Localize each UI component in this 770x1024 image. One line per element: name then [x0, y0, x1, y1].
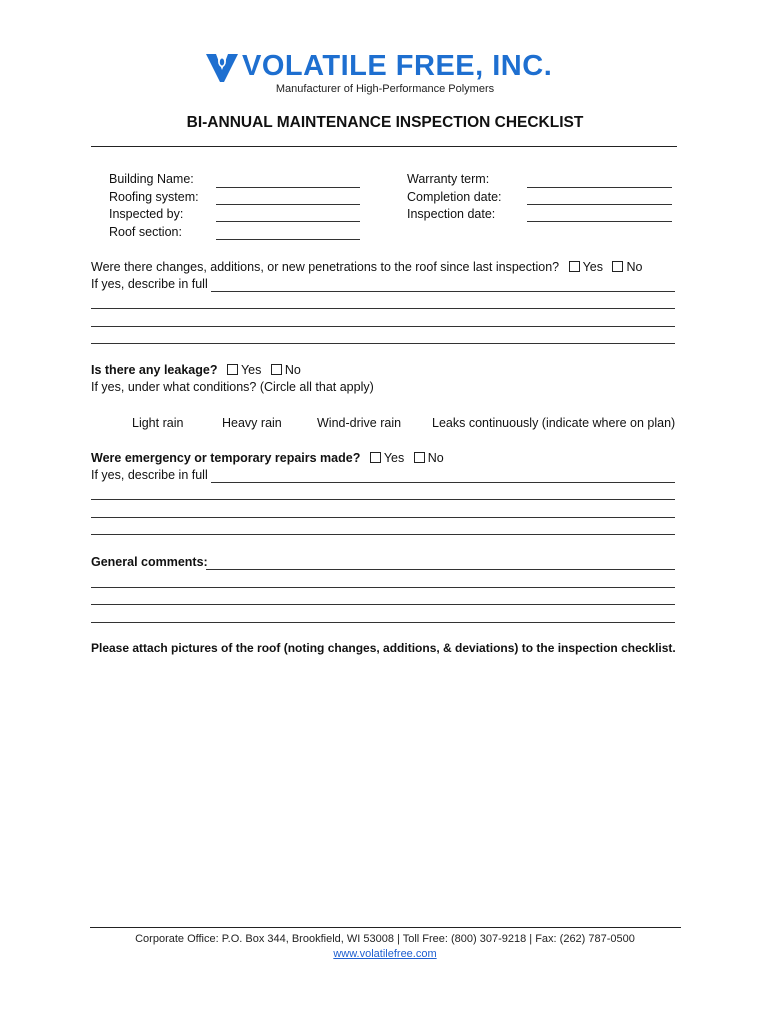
roof-section-label: Roof section: [109, 225, 182, 239]
q1-row [91, 260, 642, 274]
q1-no-checkbox[interactable] [612, 261, 623, 272]
inspection-date-label: Inspection date: [407, 207, 496, 221]
q3-answer-line[interactable] [91, 517, 675, 518]
q3-no-label: No [427, 451, 444, 465]
comments-answer-line[interactable] [91, 604, 675, 605]
q3-question: Were emergency or temporary repairs made? [91, 451, 361, 465]
general-comments-field[interactable] [206, 569, 675, 570]
comments-answer-line[interactable] [91, 622, 675, 623]
roofing-system-field[interactable] [216, 204, 360, 205]
q1-followup: If yes, describe in full [91, 277, 208, 291]
q3-answer-line[interactable] [91, 534, 675, 535]
company-logo [204, 46, 552, 86]
q3-no-checkbox[interactable] [414, 452, 425, 463]
website-link[interactable]: www.volatilefree.com [333, 948, 437, 960]
v-drop-logo-icon [204, 48, 240, 84]
q1-yes-checkbox[interactable] [569, 261, 580, 272]
condition-wind-drive-rain[interactable]: Wind-drive rain [317, 416, 402, 430]
warranty-term-field[interactable] [527, 187, 672, 188]
roof-section-field[interactable] [216, 239, 360, 240]
inspected-by-label: Inspected by: [109, 207, 184, 221]
q1-yes-label: Yes [582, 260, 603, 274]
page-title: BI-ANNUAL MAINTENANCE INSPECTION CHECKLIST [186, 114, 584, 131]
inspected-by-field[interactable] [216, 221, 360, 222]
footer-divider [90, 927, 681, 928]
q2-followup: If yes, under what conditions? (Circle all that apply) [91, 380, 374, 394]
q2-no-label: No [284, 363, 301, 377]
q2-no-checkbox[interactable] [271, 364, 282, 375]
q1-answer-line[interactable] [91, 308, 675, 309]
q3-yes-label: Yes [383, 451, 405, 465]
building-name-field[interactable] [216, 187, 360, 188]
general-comments-label: General comments: [91, 555, 208, 569]
q1-no-label: No [626, 260, 643, 274]
q1-describe-field[interactable] [211, 291, 675, 292]
q2-yes-checkbox[interactable] [227, 364, 238, 375]
company-name: VOLATILE FREE, INC. [242, 49, 553, 82]
inspection-date-field[interactable] [527, 221, 672, 222]
comments-answer-line[interactable] [91, 587, 675, 588]
condition-light-rain[interactable]: Light rain [132, 416, 184, 430]
q1-answer-line[interactable] [91, 326, 675, 327]
title-divider [91, 146, 677, 147]
warranty-term-label: Warranty term: [407, 172, 490, 186]
roofing-system-label: Roofing system: [109, 190, 199, 204]
footer-website [0, 948, 770, 960]
building-name-label: Building Name: [109, 172, 194, 186]
tagline: Manufacturer of High-Performance Polymers [275, 83, 495, 95]
q3-answer-line[interactable] [91, 499, 675, 500]
attach-pictures-note: Please attach pictures of the roof (noting changes, additions, & deviations) to the inspection checklist. [91, 641, 676, 655]
condition-leaks-continuously[interactable]: Leaks continuously (indicate where on plan) [432, 416, 676, 430]
completion-date-label: Completion date: [407, 190, 502, 204]
completion-date-field[interactable] [527, 204, 672, 205]
condition-heavy-rain[interactable]: Heavy rain [222, 416, 282, 430]
q3-row [91, 451, 444, 465]
q1-answer-line[interactable] [91, 343, 675, 344]
footer-address: Corporate Office: P.O. Box 344, Brookfield, WI 53008 | Toll Free: (800) 307-9218 | Fax: (262) 787-0500 [135, 933, 635, 945]
q2-yes-label: Yes [240, 363, 262, 377]
q3-yes-checkbox[interactable] [370, 452, 381, 463]
q2-question: Is there any leakage? [91, 363, 218, 377]
q2-row [91, 363, 301, 377]
q1-question: Were there changes, additions, or new penetrations to the roof since last inspection? [91, 260, 560, 274]
q3-describe-field[interactable] [211, 482, 675, 483]
q3-followup: If yes, describe in full [91, 468, 208, 482]
